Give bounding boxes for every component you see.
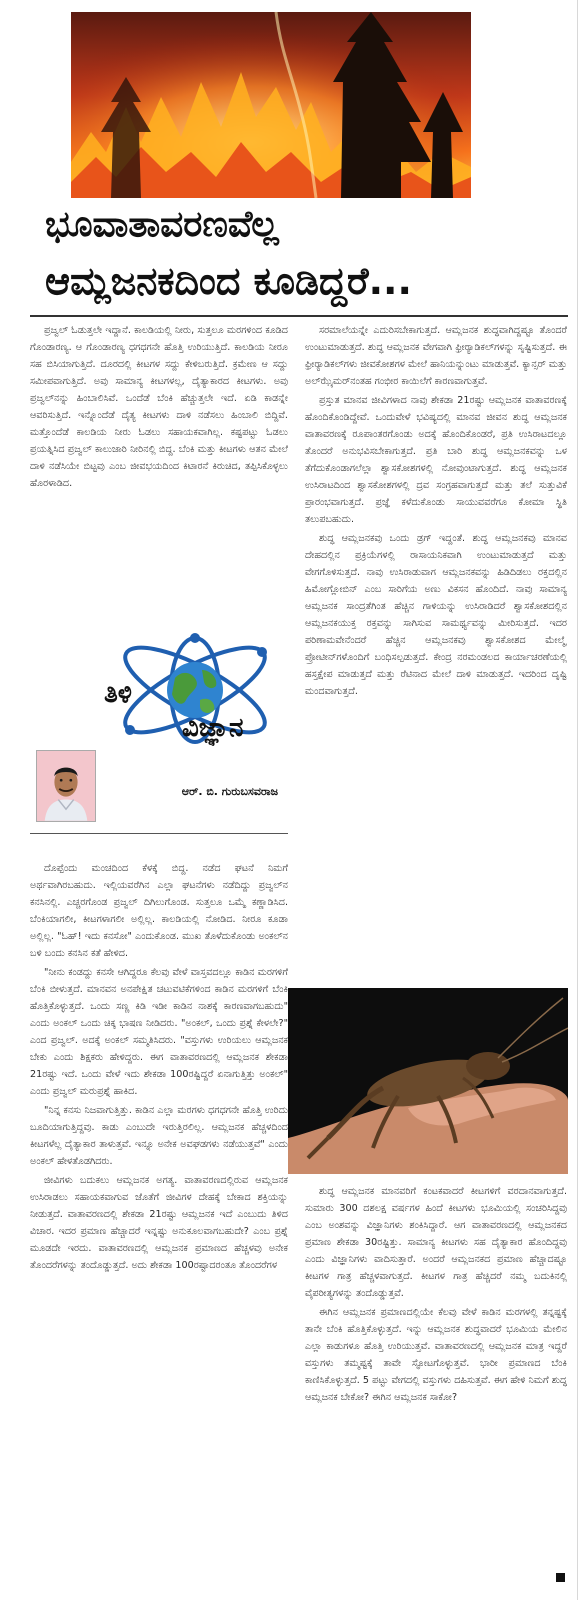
tili-vijnana-logo: [100, 630, 290, 746]
article-paragraph: ಪ್ರಸ್ತುತ ಮಾನವ ಜೀವಿಗಳಾದ ನಾವು ಶೇಕಡಾ 21ರಷ್ಟು ಆಮ್ಲಜನಕ ವಾತಾವರಣಕ್ಕೆ ಹೊಂದಿಕೊಂಡಿದ್ದೇವೆ. ಒಂದುವೇಳೆ ಭವಿಷ್ಯದಲ್ಲಿ ಮಾನವ ಜೀವನ ಶುದ್ಧ ಆಮ್ಲಜನಕ ವಾತಾವರಣಕ್ಕೆ ರೂಪಾಂತರಗೊಂಡು ಅದಕ್ಕೆ ಹೊಂದಿಕೊಂಡರೆ, ಪ್ರತಿ ಉಸಿರಾಟದಲ್ಲೂ ತೊಂದರೆ ಅನುಭವಿಸಬೇಕಾಗುತ್ತದೆ. ಪ್ರತಿ ಬಾರಿ ಶುದ್ಧ ಆಮ್ಲಜನಕವನ್ನು ಒಳ ತೆಗೆದುಕೊಂಡಾಗಲೆಲ್ಲಾ ಶ್ವಾಸಕೋಶಗಳಲ್ಲಿ ನೋವುಂಟಾಗುತ್ತದೆ. ಶುದ್ಧ ಆಮ್ಲಜನಕ ಉಸಿರಾಟದಿಂದ ಶ್ವಾಸಕೋಶಗಳಲ್ಲಿ ದ್ರವ ಸಂಗ್ರಹವಾಗುತ್ತದೆ ಮತ್ತು ತಲೆ ಸುತ್ತುವಿಕೆ ಪ್ರಾರಂಭವಾಗುತ್ತದೆ. ಪ್ರಜ್ಞೆ ಕಳೆದುಕೊಂಡು ಸಾಯುವವರೆಗೂ ಕೋಮಾ ಸ್ಥಿತಿ ತಲುಪಬಹುದು.: [305, 395, 567, 525]
headline-rule: [30, 315, 568, 317]
article-column-left-top: [30, 322, 288, 622]
forest-fire-image: [71, 12, 471, 198]
byline-rule: [30, 833, 288, 834]
article-paragraph: ಶುದ್ಧ ಆಮ್ಲಜನಕವು ಒಂದು ಡ್ರಗ್ ಇದ್ದಂತೆ. ಶುದ್ಧ ಆಮ್ಲಜನಕವು ಮಾನವ ದೇಹದಲ್ಲಿನ ಪ್ರಕ್ರಿಯೆಗಳಲ್ಲಿ ರಾಸಾಯನಿಕವಾಗಿ ಉಂಟುಮಾಡುತ್ತದೆ ಮತ್ತು ವೇಗಗೊಳಿಸುತ್ತದೆ. ನಾವು ಉಸಿರಾಡುವಾಗ ಆಮ್ಲಜನಕವನ್ನು ಹಿಡಿದಿಡಲು ರಕ್ತದಲ್ಲಿನ ಹಿಮೋಗ್ಲೋಬಿನ್ ಎಂಬ ಸಾರಿಗೆಯ ಅಣು ವಿಕಸನ ಹೊಂದಿದೆ. ನಾವು ಸಾಮಾನ್ಯ ಆಮ್ಲಜನಕ ಸಾಂದ್ರತೆಗಿಂತ ಹೆಚ್ಚಿನ ಗಾಳಿಯನ್ನು ಉಸಿರಾಡಿದರೆ ಶ್ವಾಸಕೋಶದಲ್ಲಿನ ಆಮ್ಲಜನಕಯುಕ್ತ ರಕ್ತವನ್ನು ಸಾಗಿಸುವ ಸಾಮರ್ಥ್ಯವನ್ನು ಮೀರಿಸುತ್ತದೆ. ಇದರ ಪರಿಣಾಮವೇನೆಂದರೆ ಹೆಚ್ಚಿನ ಆಮ್ಲಜನಕವು ಶ್ವಾಸಕೋಶದ ಮೇಲ್ಮೈ ಪ್ರೋಟೀನ್‌ಗಳೊಂದಿಗೆ ಬಂಧಿಸಲ್ಪಡುತ್ತದೆ. ಕೇಂದ್ರ ನರಮಂಡಲದ ಕಾರ್ಯಾಚರಣೆಯಲ್ಲಿ ಹಸ್ತಕ್ಷೇಪ ಮಾಡುತ್ತದೆ ಮತ್ತು ರೆಟಿನಾದ ಮೇಲೆ ದಾಳಿ ಮಾಡುತ್ತದೆ. ಇದರಿಂದ ದೃಷ್ಟಿ ಮಂದವಾಗುತ್ತದೆ.: [305, 533, 567, 697]
article-column-right-top: [305, 322, 567, 972]
giant-insect-image: [288, 988, 568, 1174]
article-paragraph: "ನಿನ್ನ ಕನಸು ನಿಜವಾಗುತ್ತಿತ್ತು. ಕಾಡಿನ ಎಲ್ಲಾ ಮರಗಳು ಧಗಧಗನೇ ಹೊತ್ತಿ ಉರಿದು ಬೂದಿಯಾಗುತ್ತಿದ್ದವು. ಕಾಡು ಎಂಬುದೇ ಇರುತ್ತಿರಲಿಲ್ಲ. ಆಮ್ಲಜನಕ ಹೆಚ್ಚಳದಿಂದ ಕೀಟಗಳೆಲ್ಲ ದೈತ್ಯಾಕಾರ ತಾಳುತ್ತವೆ. ಇನ್ನೂ ಅನೇಕ ಅವಘಡಗಳು ನಡೆಯುತ್ತವೆ" ಎಂದು ಅಂಕಲ್ ಹೇಳತೊಡಗಿದರು.: [30, 1105, 288, 1167]
article-paragraph: ಸರಮಾಲೆಯನ್ನೇ ಎದುರಿಸಬೇಕಾಗುತ್ತದೆ. ಆಮ್ಲಜನಕ ಶುದ್ಧವಾಗಿದ್ದಷ್ಟೂ ತೊಂದರೆ ಉಂಟುಮಾಡುತ್ತದೆ. ಶುದ್ಧ ಆಮ್ಲಜನಕ ವೇಗವಾಗಿ ಫ್ರೀರ್‍ಯಾಡಿಕಲ್‌ಗಳನ್ನು ಸೃಷ್ಟಿಸುತ್ತದೆ. ಈ ಫ್ರೀರ್‍ಯಾಡಿಕಲ್‌ಗಳು ಜೀವಕೋಶಗಳ ಮೇಲೆ ಹಾನಿಯನ್ನುಂಟು ಮಾಡುತ್ತವೆ. ಕ್ಯಾನ್ಸರ್ ಮತ್ತು ಅಲ್‌ಝೈಮರ್‌ನಂತಹ ಗಂಭೀರ ಕಾಯಿಲೆಗೆ ಕಾರಣವಾಗುತ್ತವೆ.: [305, 325, 567, 387]
page-edge-rule: [577, 0, 578, 1600]
logo-text-tili: ತಿಳಿ: [104, 679, 132, 709]
author-photo: [36, 750, 96, 822]
article-paragraph: ಜೀವಿಗಳು ಬದುಕಲು ಆಮ್ಲಜನಕ ಅಗತ್ಯ. ವಾತಾವರಣದಲ್ಲಿರುವ ಆಮ್ಲಜನಕ ಉಸಿರಾಡಲು ಸಹಾಯಕವಾಗುವ ಜೊತೆಗೆ ಜೀವಿಗಳ ದೇಹಕ್ಕೆ ಬೇಕಾದ ಶಕ್ತಿಯನ್ನು ನೀಡುತ್ತದೆ. ವಾತಾವರಣದಲ್ಲಿ ಶೇಕಡಾ 21ರಷ್ಟು ಆಮ್ಲಜನಕ ಇದೆ ಎಂಬುದು ತಿಳಿದ ವಿಚಾರ. ಇದರ ಪ್ರಮಾಣ ಹೆಚ್ಚಾದರೆ ಇನ್ನಷ್ಟು ಅನುಕೂಲವಾಗಬಹುದೇ? ಎಂಬ ಪ್ರಶ್ನೆ ಮೂಡದೇ ಇರದು. ವಾತಾವರಣದಲ್ಲಿ ಆಮ್ಲಜನಕ ಪ್ರಮಾಣದ ಹೆಚ್ಚಳವು ಅನೇಕ ತೊಂದರೆಗಳನ್ನು ತಂದೊಡ್ಡುತ್ತದೆ. ಅದು ಶೇಕಡಾ 100ರಷ್ಟಾದರಂತೂ ತೊಂದರೆಗಳ: [30, 1175, 288, 1271]
article-column-left-bottom: [30, 860, 288, 1585]
headline-line-1: ಭೂವಾತಾವರಣವೆಲ್ಲ: [45, 204, 279, 245]
author-byline: ಆರ್. ಬಿ. ಗುರುಬಸವರಾಜ: [181, 785, 278, 798]
article-end-marker: [556, 1573, 565, 1582]
article-column-right-bottom: [305, 1183, 567, 1588]
headline-line-2: ಆಮ್ಲಜನಕದಿಂದ ಕೂಡಿದ್ದರೆ...: [45, 259, 412, 303]
article-paragraph: ಪ್ರಜ್ವಲ್ ಓಡುತ್ತಲೇ ಇದ್ದಾನೆ. ಕಾಲಡಿಯಲ್ಲಿ ನೀರು, ಸುತ್ತಲೂ ಮರಗಳಿಂದ ಕೂಡಿದ ಗೊಂಡಾರಣ್ಯ. ಆ ಗೊಂಡಾರಣ್ಯ ಧಗಧಗನೇ ಹೊತ್ತಿ ಉರಿಯುತ್ತಿದೆ. ಕಾಲಡಿಯ ನೀರೂ ಸಹ ಬಿಸಿಯಾಗುತ್ತಿದೆ. ದೂರದಲ್ಲಿ ಕೀಟಗಳ ಸದ್ದು ಕೇಳಿಬರುತ್ತಿದೆ. ಕ್ರಮೇಣ ಆ ಸದ್ದು ಸಮೀಪವಾಗುತ್ತಿದೆ. ಅವು ಸಾಮಾನ್ಯ ಕೀಟಗಳಲ್ಲ, ದೈತ್ಯಾಕಾರದ ಕೀಟಗಳು. ಅವು ಪ್ರಜ್ವಲ್‌ನನ್ನು ಹಿಂಬಾಲಿಸಿವೆ. ಒಂದೆಡೆ ಬೆಂಕಿ ಹೆಚ್ಚುತ್ತಲೇ ಇದೆ. ಏಡಿ ಕಾಡನ್ನೇ ಆವರಿಸುತ್ತಿದೆ. ಇನ್ನೊಂದೆಡೆ ದೈತ್ಯ ಕೀಟಗಳು ದಾಳಿ ನಡೆಸಲು ಹಿಂಬಾಲಿ ಬಿದ್ದಿವೆ. ಮತ್ತೊಂದೆಡೆ ಕಾಲಡಿಯ ನೀರು ಓಡಲು ಸಹಾಯಕವಾಗಿಲ್ಲ. ಕಷ್ಟಪಟ್ಟು ಓಡಲು ಪ್ರಯತ್ನಿಸಿದ ಪ್ರಜ್ವಲ್ ಕಾಲುಜಾರಿ ನೀರಿನಲ್ಲಿ ಬಿದ್ದ. ಬೆಂಕಿ ಮತ್ತು ಕೀಟಗಳು ಆತನ ಮೇಲೆ ದಾಳಿ ನಡೆಸಿಯೇ ಬಿಟ್ಟವು ಎಂಬ ಜೀವಭಯದಿಂದ ಕಿಟಾರನೆ ಕಿರುಚಿದ, ತಪ್ಪಿಸಿಕೊಳ್ಳಲು ಹೊರಳಾಡಿದ.: [30, 325, 288, 489]
article-paragraph: ದೊಪ್ಪೆಂದು ಮಂಚದಿಂದ ಕೆಳಕ್ಕೆ ಬಿದ್ದ. ನಡೆದ ಘಟನೆ ನಿಮಗೆ ಅರ್ಥವಾಗಿರಬಹುದು. ಇಲ್ಲಿಯವರೆಗಿನ ಎಲ್ಲಾ ಘಟನೆಗಳು ನಡೆದಿದ್ದು ಪ್ರಜ್ವಲ್‌ನ ಕನಸಿನಲ್ಲಿ. ಎಚ್ಚರಗೊಂಡ ಪ್ರಜ್ವಲ್ ದಿಗಿಲುಗೊಂಡ. ಸುತ್ತಲೂ ಒಮ್ಮೆ ಕಣ್ಣಾಡಿಸಿದ. ಬೆಂಕಿಯಾಗಲೀ, ಕೀಟಗಳಾಗಲೀ ಅಲ್ಲಿಲ್ಲ. ಕಾಲಡಿಯಲ್ಲಿ ನೋಡಿದ. ನೀರೂ ಕೂಡಾ ಅಲ್ಲಿಲ್ಲ. "ಓಹ್! ಇದು ಕನಸೋ" ಎಂದುಕೊಂಡ. ಮುಖ ತೊಳೆದುಕೊಂಡು ಅಂಕಲ್‌ನ ಬಳಿ ಬಂದು ಕನಸಿನ ಕತೆ ಹೇಳಿದ.: [30, 863, 288, 959]
article-paragraph: ಈಗಿನ ಆಮ್ಲಜನಕ ಪ್ರಮಾಣದಲ್ಲಿಯೇ ಕೆಲವು ವೇಳೆ ಕಾಡಿನ ಮರಗಳಲ್ಲಿ ತನ್ನಷ್ಟಕ್ಕೆ ತಾನೇ ಬೆಂಕಿ ಹೊತ್ತಿಕೊಳ್ಳುತ್ತದೆ. ಇನ್ನು ಆಮ್ಲಜನಕ ಶುದ್ಧವಾದರೆ ಭೂಮಿಯ ಮೇಲಿನ ಎಲ್ಲಾ ಕಾಡುಗಳೂ ಹೊತ್ತಿ ಉರಿಯುತ್ತವೆ. ವಾತಾವರಣದಲ್ಲಿ ಆಮ್ಲಜನಕ ಮಾತ್ರ ಇದ್ದರೆ ವಸ್ತುಗಳು ತಮ್ಮಷ್ಟಕ್ಕೆ ತಾವೇ ಸ್ಫೋಟಗೊಳ್ಳುತ್ತವೆ. ಭಾರೀ ಪ್ರಮಾಣದ ಬೆಂಕಿ ಕಾಣಿಸಿಕೊಳ್ಳುತ್ತದೆ. 5 ಪಟ್ಟು ವೇಗದಲ್ಲಿ ವಸ್ತುಗಳು ದಹಿಸುತ್ತವೆ. ಈಗ ಹೇಳಿ ನಿಮಗೆ ಶುದ್ಧ ಆಮ್ಲಜನಕ ಬೇಕೋ? ಈಗಿನ ಆಮ್ಲಜನಕ ಸಾಕೋ?: [305, 1307, 567, 1403]
article-paragraph: ಶುದ್ಧ ಆಮ್ಲಜನಕ ಮಾನವರಿಗೆ ಕಂಟಕವಾದರೆ ಕೀಟಗಳಿಗೆ ವರದಾನವಾಗುತ್ತದೆ. ಸುಮಾರು 300 ದಶಲಕ್ಷ ವರ್ಷಗಳ ಹಿಂದೆ ಕೀಟಗಳು ಭೂಮಿಯಲ್ಲಿ ಸಂಚರಿಸಿದ್ದವು ಎಂಬ ಅಂಶವನ್ನು ವಿಜ್ಞಾನಿಗಳು ಶಂಕಿಸಿದ್ದಾರೆ. ಆಗ ವಾತಾವರಣದಲ್ಲಿ ಆಮ್ಲಜನಕದ ಪ್ರಮಾಣ ಶೇಕಡಾ 30ರಷ್ಟಿತ್ತು. ಸಾಮಾನ್ಯ ಕೀಟಗಳು ಸಹ ದೈತ್ಯಾಕಾರ ಹೊಂದಿದ್ದವು ಎಂದು ವಿಜ್ಞಾನಿಗಳು ವಾದಿಸುತ್ತಾರೆ. ಅಂದರೆ ಆಮ್ಲಜನಕದ ಪ್ರಮಾಣ ಹೆಚ್ಚಾದಷ್ಟೂ ಕೀಟಗಳ ಗಾತ್ರ ಹೆಚ್ಚಳವಾಗುತ್ತದೆ. ಕೀಟಗಳ ಗಾತ್ರ ಹೆಚ್ಚಿದರೆ ನಮ್ಮ ಬದುಕಿನಲ್ಲಿ ವೈಪರೀತ್ಯಗಳನ್ನು ತಂದೊಡ್ಡುತ್ತವೆ.: [305, 1186, 567, 1299]
logo-text-vijnana: ವಿಜ್ಞಾನ: [182, 713, 244, 743]
article-paragraph: "ನೀನು ಕಂಡದ್ದು ಕನಸೇ ಆಗಿದ್ದರೂ ಕೆಲವು ವೇಳೆ ವಾಸ್ತವದಲ್ಲೂ ಕಾಡಿನ ಮರಗಳಿಗೆ ಬೆಂಕಿ ಬೀಳುತ್ತದೆ. ಮಾನವನ ಅನಪೇಕ್ಷಿತ ಚಟುವಟಿಕೆಗಳಿಂದ ಕಾಡಿನ ಮರಗಳಿಗೆ ಬೆಂಕಿ ಹೊತ್ತಿಕೊಳ್ಳುತ್ತದೆ. ಒಂದು ಸಣ್ಣ ಕಿಡಿ ಇಡೀ ಕಾಡಿನ ನಾಶಕ್ಕೆ ಕಾರಣವಾಗಬಹುದು" ಎಂದು ಅಂಕಲ್ ಒಂದು ಚಿಕ್ಕ ಭಾಷಣ ನೀಡಿದರು. "ಅಂಕಲ್, ಒಂದು ಪ್ರಶ್ನೆ ಕೇಳಲೇ?" ಎಂದ ಪ್ರಜ್ವಲ್. ಅದಕ್ಕೆ ಅಂಕಲ್ ಸಮ್ಮತಿಸಿದರು. "ವಸ್ತುಗಳು ಉರಿಯಲು ಆಮ್ಲಜನಕ ಬೇಕು ಎಂದು ಶಿಕ್ಷಕರು ಹೇಳಿದ್ದರು. ಈಗ ವಾತಾವರಣದಲ್ಲಿ ಆಮ್ಲಜನಕ ಶೇಕಡಾ 21ರಷ್ಟು ಇದೆ. ಒಂದು ವೇಳೆ ಇದು ಶೇಕಡಾ 100ರಷ್ಟಿದ್ದರೆ ಏನಾಗುತ್ತಿತ್ತು ಅಂಕಲ್" ಎಂದು ಪ್ರಜ್ವಲ್ ಮರುಪ್ರಶ್ನೆ ಹಾಕಿದ.: [30, 967, 288, 1097]
